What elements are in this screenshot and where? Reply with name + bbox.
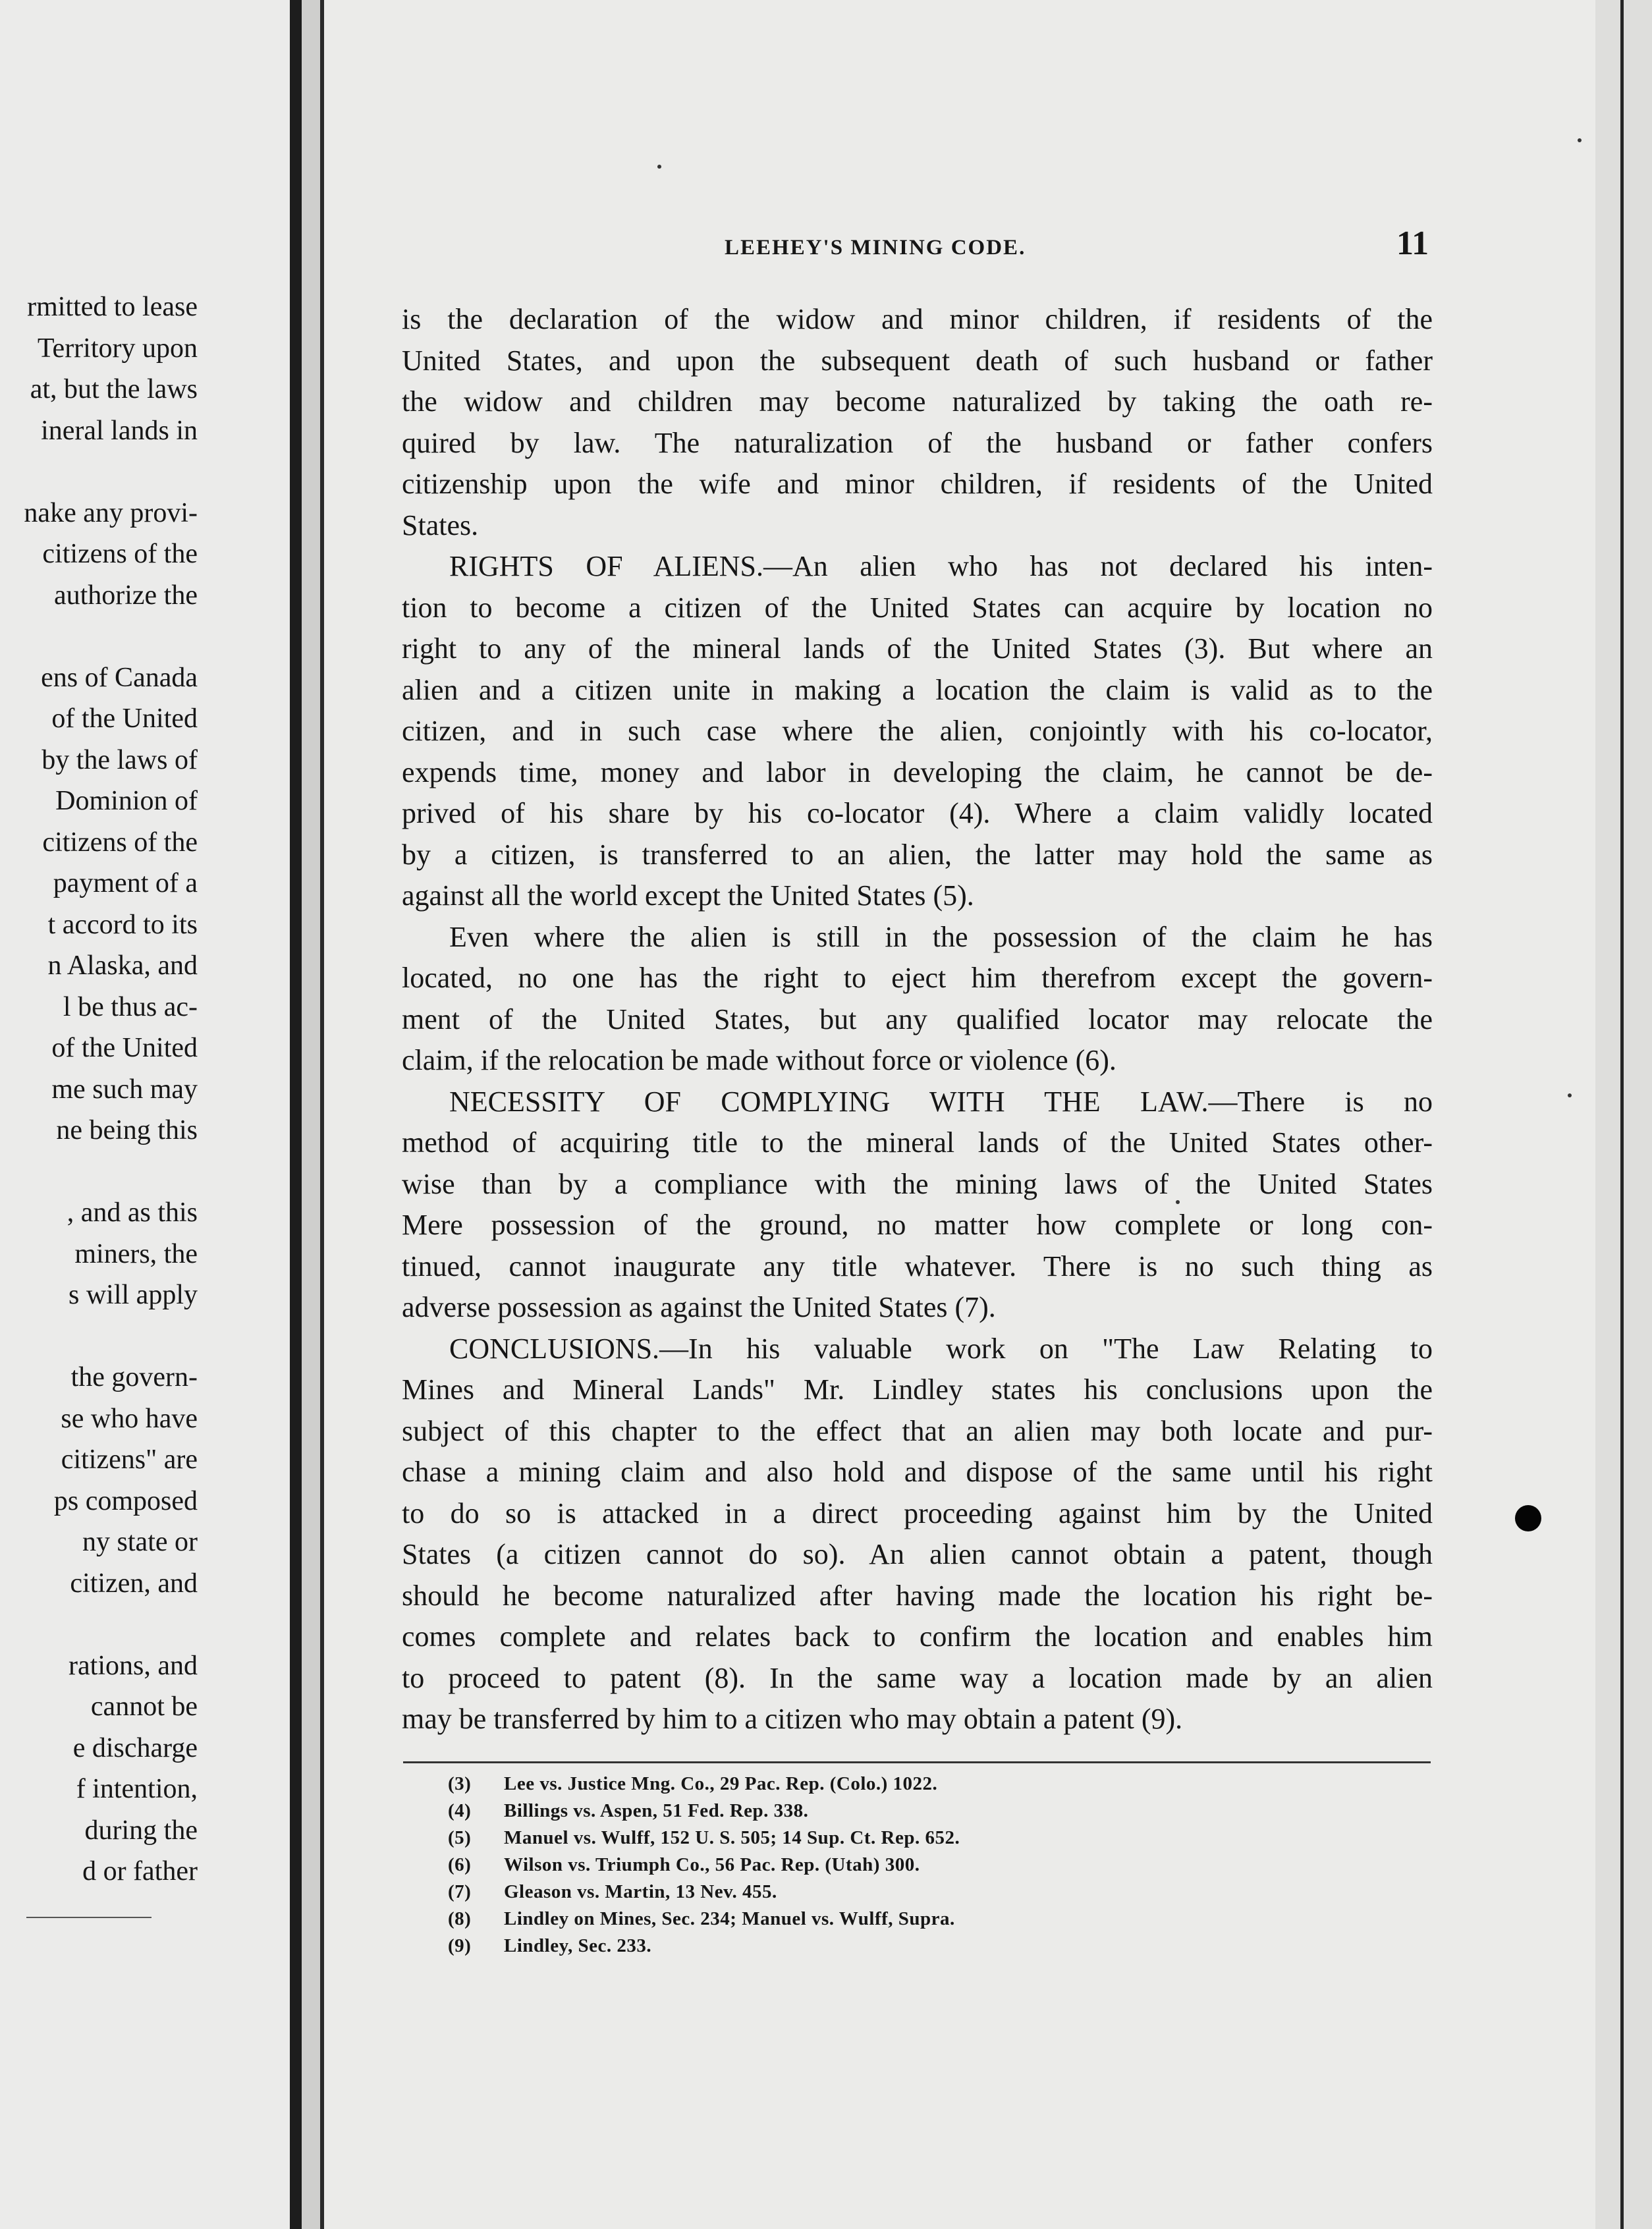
- scan-speck: [1578, 138, 1582, 142]
- left-text-line: rations, and: [69, 1650, 198, 1681]
- body-line: to proceed to patent (8). In the same way a location made by an alien: [402, 1661, 1433, 1694]
- body-line: alien and a citizen unite in making a location the claim is valid as to the: [402, 673, 1433, 706]
- left-text-line: authorize the: [53, 580, 198, 611]
- body-line: subject of this chapter to the effect that an alien may both locate and pur-: [402, 1414, 1433, 1447]
- body-line: prived of his share by his co-locator (4). Where a claim validly located: [402, 797, 1433, 829]
- body-line: tion to become a citizen of the United States can acquire by location no: [402, 591, 1433, 624]
- body-line: right to any of the mineral lands of the United States (3). But where an: [402, 632, 1433, 665]
- body-line: NECESSITY OF COMPLYING WITH THE LAW.—There is no: [449, 1085, 1433, 1118]
- left-text-line: ens of Canada: [41, 662, 198, 693]
- footnote-number: (8): [448, 1908, 472, 1929]
- footnote: [448, 1825, 1304, 1852]
- body-line: Mere possession of the ground, no matter how complete or long con-: [402, 1209, 1433, 1241]
- left-text-line: miners, the: [74, 1238, 198, 1269]
- left-text-line: ny state or: [82, 1527, 198, 1557]
- scan-speck: [1176, 1200, 1180, 1204]
- left-text-line: me such may: [51, 1074, 198, 1105]
- footnote: [448, 1879, 1304, 1906]
- footnote-number: (3): [448, 1773, 472, 1794]
- left-text-line: , and as this: [67, 1197, 198, 1228]
- left-text-line: ineral lands in: [41, 415, 198, 446]
- footnote: [448, 1798, 1304, 1825]
- page-edge-line: [1620, 0, 1624, 2229]
- body-line: located, no one has the right to eject him therefrom except the govern-: [402, 962, 1433, 994]
- body-line: should he become naturalized after having made the location his right be-: [402, 1579, 1433, 1612]
- left-text-line: of the United: [51, 1033, 198, 1063]
- left-text-line: ne being this: [56, 1115, 198, 1145]
- left-footnote-rule: [26, 1917, 151, 1918]
- footnotes: [448, 1771, 1304, 1960]
- left-text-line: citizen, and: [70, 1568, 198, 1599]
- left-text-line: d or father: [82, 1856, 198, 1886]
- body-line: States (a citizen cannot do so). An alien cannot obtain a patent, though: [402, 1538, 1433, 1570]
- footnote: [448, 1906, 1304, 1933]
- scan-speck: [1568, 1093, 1572, 1097]
- left-text-line: nake any provi-: [24, 497, 198, 528]
- binding-shadow: [290, 0, 302, 2229]
- footnote-number: (7): [448, 1881, 472, 1902]
- scan-speck: [657, 165, 661, 169]
- footnote-text: Gleason vs. Martin, 13 Nev. 455.: [504, 1881, 777, 1902]
- page-number: 11: [1396, 225, 1429, 262]
- left-text-line: Territory upon: [37, 333, 198, 364]
- body-line: ment of the United States, but any qualified locator may relocate the: [402, 1003, 1433, 1035]
- footnote-number: (5): [448, 1827, 472, 1848]
- body-line: is the declaration of the widow and minor children, if residents of the: [402, 303, 1433, 335]
- body-text: [402, 299, 1433, 1740]
- body-line: Even where the alien is still in the possession of the claim he has: [449, 920, 1433, 953]
- footnote-rule: [403, 1761, 1431, 1763]
- left-text-line: of the United: [51, 703, 198, 734]
- left-text-line: during the: [84, 1815, 198, 1846]
- left-text-line: f intention,: [76, 1774, 198, 1804]
- body-line: the widow and children may become naturalized by taking the oath re-: [402, 385, 1433, 418]
- left-text-line: n Alaska, and: [47, 950, 198, 981]
- body-line: chase a mining claim and also hold and dispose of the same until his right: [402, 1456, 1433, 1488]
- footnote: [448, 1852, 1304, 1879]
- ink-blot: [1515, 1505, 1541, 1531]
- footnote-text: Lee vs. Justice Mng. Co., 29 Pac. Rep. (Colo.) 1022.: [504, 1773, 938, 1794]
- body-line: CONCLUSIONS.—In his valuable work on "The Law Relating to: [449, 1332, 1433, 1365]
- footnote: [448, 1771, 1304, 1798]
- left-text-line: ps composed: [53, 1485, 198, 1516]
- body-line: may be transferred by him to a citizen who may obtain a patent (9).: [402, 1703, 1183, 1735]
- left-text-line: e discharge: [72, 1732, 198, 1763]
- left-text-line: l be thus ac-: [63, 991, 198, 1022]
- body-line: Mines and Mineral Lands" Mr. Lindley states his conclusions upon the: [402, 1373, 1433, 1406]
- footnote-text: Wilson vs. Triumph Co., 56 Pac. Rep. (Utah) 300.: [504, 1854, 920, 1875]
- body-line: citizenship upon the wife and minor children, if residents of the United: [402, 468, 1433, 500]
- page-edge-stack: [1595, 0, 1652, 2229]
- footnote-number: (9): [448, 1935, 472, 1956]
- footnote-text: Lindley on Mines, Sec. 234; Manuel vs. Wulff, Supra.: [504, 1908, 955, 1929]
- footnote: [448, 1933, 1304, 1960]
- left-text-line: cannot be: [90, 1692, 198, 1722]
- body-line: quired by law. The naturalization of the husband or father confers: [402, 426, 1433, 459]
- body-line: against all the world except the United States (5).: [402, 879, 974, 912]
- left-text-line: the govern-: [70, 1362, 198, 1392]
- left-text-line: Dominion of: [55, 786, 198, 816]
- binding-gutter: [302, 0, 320, 2229]
- footnote-number: (4): [448, 1800, 472, 1821]
- left-text-line: by the laws of: [41, 744, 198, 775]
- left-page-fragment: [0, 0, 290, 2229]
- left-text-line: se who have: [61, 1403, 198, 1434]
- footnote-text: Manuel vs. Wulff, 152 U. S. 505; 14 Sup. Ct. Rep. 652.: [504, 1827, 960, 1848]
- body-line: comes complete and relates back to confirm the location and enables him: [402, 1620, 1433, 1653]
- left-text-line: at, but the laws: [30, 374, 198, 404]
- body-line: tinued, cannot inaugurate any title whatever. There is no such thing as: [402, 1250, 1433, 1282]
- left-text-line: rmitted to lease: [27, 292, 198, 322]
- body-line: by a citizen, is transferred to an alien, the latter may hold the same as: [402, 838, 1433, 871]
- footnote-text: Billings vs. Aspen, 51 Fed. Rep. 338.: [504, 1800, 809, 1821]
- footnote-number: (6): [448, 1854, 472, 1875]
- left-text-line: payment of a: [53, 868, 198, 898]
- body-line: States.: [402, 509, 479, 541]
- left-text-line: citizens of the: [42, 827, 198, 858]
- body-line: RIGHTS OF ALIENS.—An alien who has not declared his inten-: [449, 550, 1433, 582]
- body-line: claim, if the relocation be made without force or violence (6).: [402, 1044, 1116, 1076]
- left-text-line: s will apply: [69, 1280, 198, 1310]
- left-text-line: citizens" are: [61, 1445, 198, 1475]
- running-head: LEEHEY'S MINING CODE.: [725, 236, 1026, 260]
- body-line: expends time, money and labor in developing the claim, he cannot be de-: [402, 756, 1433, 788]
- body-line: method of acquiring title to the mineral lands of the United States other-: [402, 1126, 1433, 1159]
- left-text-line: t accord to its: [47, 909, 198, 940]
- body-line: to do so is attacked in a direct proceeding against him by the United: [402, 1497, 1433, 1529]
- body-line: adverse possession as against the United States (7).: [402, 1291, 996, 1323]
- body-line: United States, and upon the subsequent death of such husband or father: [402, 344, 1433, 377]
- footnote-text: Lindley, Sec. 233.: [504, 1935, 652, 1956]
- body-line: wise than by a compliance with the mining laws of the United States: [402, 1167, 1433, 1200]
- body-line: citizen, and in such case where the alien, conjointly with his co-locator,: [402, 715, 1433, 747]
- left-text-line: citizens of the: [42, 539, 198, 569]
